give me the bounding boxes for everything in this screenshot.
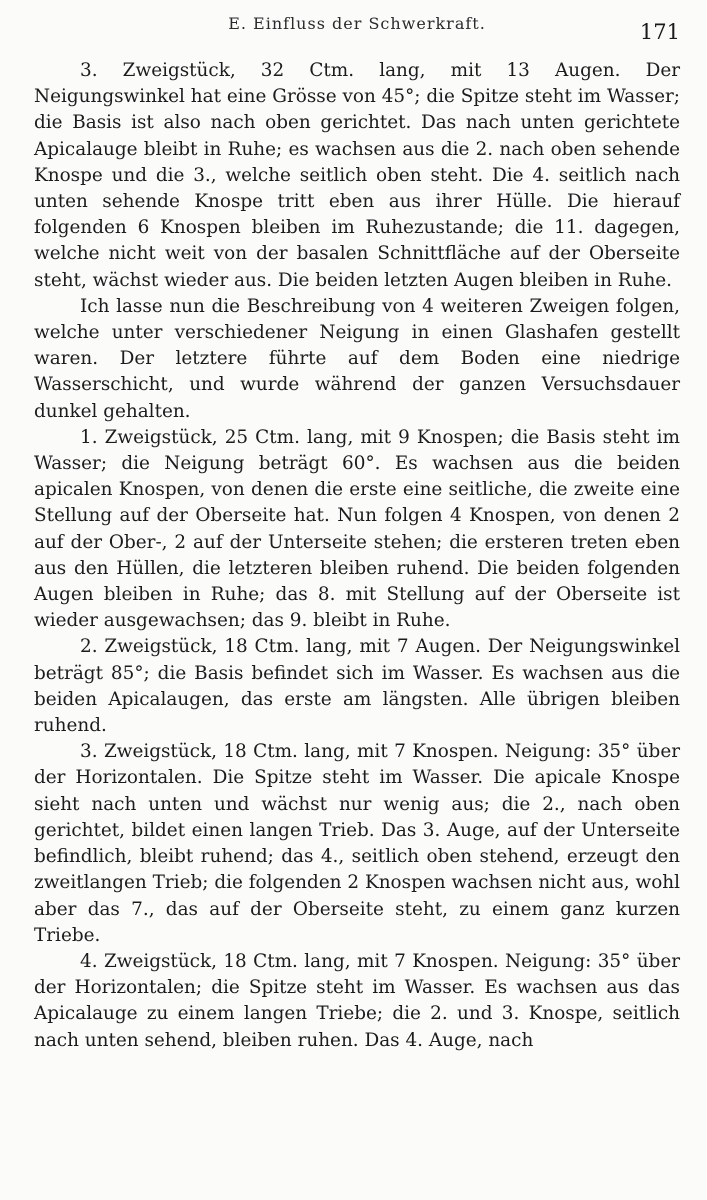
- running-title: E. Einfluss der Schwerkraft.: [228, 14, 486, 33]
- paragraph-zweigstueck-3: 3. Zweigstück, 18 Ctm. lang, mit 7 Knospen. Neigung: 35° über der Horizontalen. Die Spitze steht im Wasser. Die apicale Knospe sieht nach unten und wächst nur wenig aus; die 2., nach oben gerichtet, bildet einen langen Trieb. Das 3. Auge, auf der Unterseite befindlich, bleibt ruhend; das 4., seitlich oben stehend, erzeugt den zweitlangen Trieb; die folgenden 2 Knospen wachsen nicht aus, wohl aber das 7., das auf der Oberseite steht, zu einem ganz kurzen Triebe.: [34, 741, 680, 946]
- page-header: [34, 14, 680, 44]
- paragraph-zweigstueck-2: 2. Zweigstück, 18 Ctm. lang, mit 7 Augen. Der Neigungswinkel beträgt 85°; die Basis befindet sich im Wasser. Es wachsen aus die beiden Apicalaugen, das erste am längsten. Alle übrigen bleiben ruhend.: [34, 636, 680, 737]
- page-body: [34, 58, 680, 1054]
- page-number: 171: [639, 20, 680, 44]
- paragraph-zweigstueck-1: 1. Zweigstück, 25 Ctm. lang, mit 9 Knospen; die Basis steht im Wasser; die Neigung beträgt 60°. Es wachsen aus die beiden apicalen Knospen, von denen die erste eine seitliche, die zweite eine Stellung auf der Oberseite hat. Nun folgen 4 Knospen, von denen 2 auf der Ober-, 2 auf der Unterseite stehen; die ersteren treten eben aus den Hüllen, die letzteren bleiben ruhend. Die beiden folgenden Augen bleiben in Ruhe; das 8. mit Stellung auf der Oberseite ist wieder ausgewachsen; das 9. bleibt in Ruhe.: [34, 426, 680, 632]
- paragraph-zweigstueck-3-first: 3. Zweigstück, 32 Ctm. lang, mit 13 Augen. Der Neigungswinkel hat eine Grösse von 45°; die Spitze steht im Wasser; die Basis ist also nach oben gerichtet. Das nach unten gerichtete Apicalauge bleibt in Ruhe; es wachsen aus die 2. nach oben sehende Knospe und die 3., welche seitlich oben steht. Die 4. seitlich nach unten sehende Knospe tritt eben aus ihrer Hülle. Die hierauf folgenden 6 Knospen bleiben im Ruhezustande; die 11. dagegen, welche nicht weit von der basalen Schnittfläche auf der Oberseite steht, wächst wieder aus. Die beiden letzten Augen bleiben in Ruhe.: [34, 60, 680, 291]
- paragraph-zweigstueck-4: 4. Zweigstück, 18 Ctm. lang, mit 7 Knospen. Neigung: 35° über der Horizontalen; die Spitze steht im Wasser. Es wachsen aus das Apicalauge zu einem langen Triebe; die 2. und 3. Knospe, seitlich nach unten sehend, bleiben ruhen. Das 4. Auge, nach: [34, 950, 680, 1051]
- paragraph-introduction: Ich lasse nun die Beschreibung von 4 weiteren Zweigen folgen, welche unter verschiedener Neigung in einen Glashafen gestellt waren. Der letztere führte auf dem Boden eine niedrige Wasserschicht, und wurde während der ganzen Versuchsdauer dunkel gehalten.: [34, 295, 680, 422]
